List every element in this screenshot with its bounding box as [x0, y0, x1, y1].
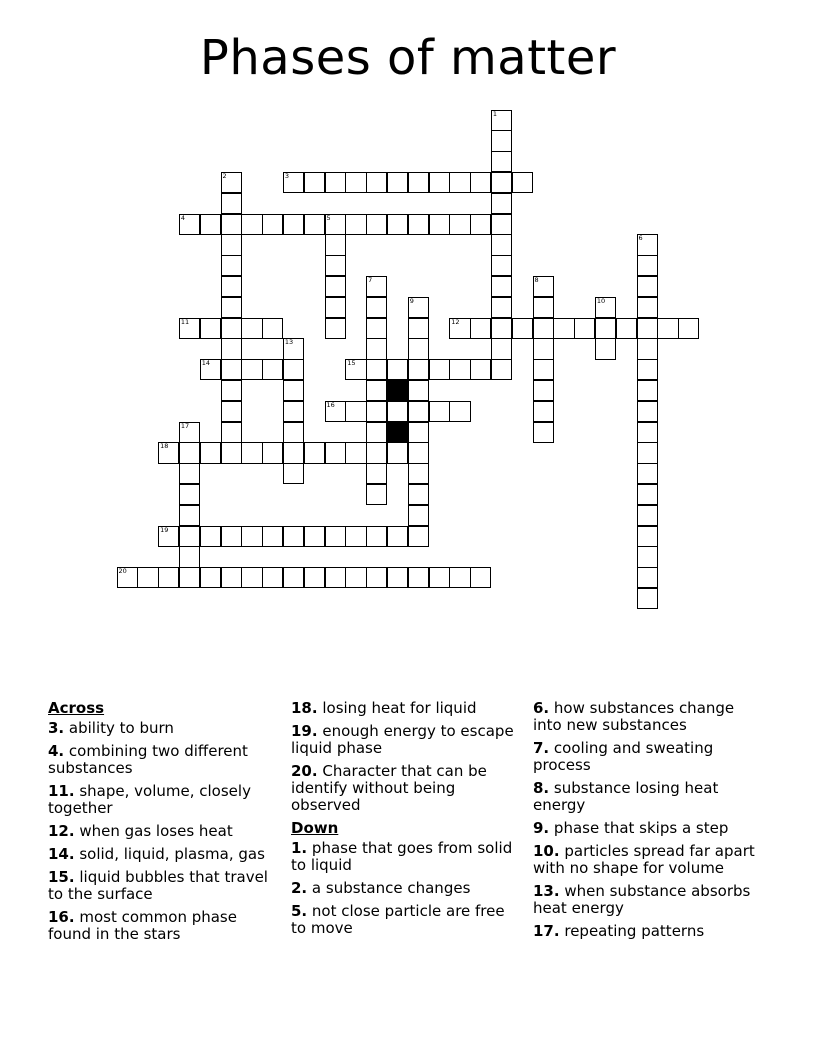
clue-across-14: 14. solid, liquid, plasma, gas: [48, 845, 265, 863]
grid-cell[interactable]: [221, 567, 242, 588]
grid-cell[interactable]: [366, 401, 387, 422]
grid-cell[interactable]: [408, 172, 429, 193]
grid-cell[interactable]: [366, 297, 387, 318]
grid-cell[interactable]: [470, 567, 491, 588]
grid-cell[interactable]: [325, 214, 346, 235]
grid-cell[interactable]: [387, 567, 408, 588]
grid-cell[interactable]: [637, 234, 658, 255]
grid-cell[interactable]: [408, 526, 429, 547]
clue-across-4: 4. combining two different substances: [48, 742, 248, 777]
black-square: [387, 380, 408, 401]
clue-number: 7: [368, 275, 373, 284]
clue-down-13: 13. when substance absorbs heat energy: [533, 882, 751, 917]
clue-number: 6: [638, 234, 643, 243]
black-square: [387, 422, 408, 443]
grid-cell[interactable]: [429, 359, 450, 380]
grid-cell[interactable]: [491, 338, 512, 359]
clue-number: 16: [326, 400, 335, 409]
grid-cell[interactable]: [366, 172, 387, 193]
grid-cell[interactable]: [408, 359, 429, 380]
grid-cell[interactable]: [470, 172, 491, 193]
grid-cell[interactable]: [470, 214, 491, 235]
grid-cell[interactable]: [221, 380, 242, 401]
grid-cell[interactable]: [283, 422, 304, 443]
grid-cell[interactable]: [221, 401, 242, 422]
grid-cell[interactable]: [241, 359, 262, 380]
clue-across-16: 16. most common phase found in the stars: [48, 908, 237, 943]
grid-cell[interactable]: [366, 526, 387, 547]
grid-cell[interactable]: [304, 567, 325, 588]
grid-cell[interactable]: [637, 526, 658, 547]
grid-cell[interactable]: [637, 422, 658, 443]
clue-number: 8: [534, 275, 539, 284]
grid-cell[interactable]: [158, 526, 179, 547]
grid-cell[interactable]: [283, 359, 304, 380]
grid-cell[interactable]: [408, 442, 429, 463]
grid-cell[interactable]: [325, 318, 346, 339]
grid-cell[interactable]: [117, 567, 138, 588]
grid-cell[interactable]: [408, 567, 429, 588]
clue-across-11: 11. shape, volume, closely together: [48, 782, 251, 817]
grid-cell[interactable]: [179, 318, 200, 339]
grid-cell[interactable]: [637, 463, 658, 484]
grid-cell[interactable]: [179, 463, 200, 484]
grid-cell[interactable]: [241, 442, 262, 463]
grid-cell[interactable]: [325, 172, 346, 193]
clue-across-15: 15. liquid bubbles that travel to the surface: [48, 868, 268, 903]
clue-number: 17: [180, 421, 190, 430]
clue-column-2: [291, 700, 523, 943]
grid-cell[interactable]: [262, 359, 283, 380]
grid-cell[interactable]: [408, 463, 429, 484]
grid-cell[interactable]: [408, 484, 429, 505]
grid-cell[interactable]: [304, 172, 325, 193]
grid-cell[interactable]: [449, 359, 470, 380]
grid-cell[interactable]: [221, 255, 242, 276]
clue-number: 12: [451, 317, 460, 326]
grid-cell[interactable]: [262, 318, 283, 339]
grid-cell[interactable]: [574, 318, 595, 339]
grid-cell[interactable]: [221, 359, 242, 380]
grid-cell[interactable]: [262, 214, 283, 235]
grid-cell[interactable]: [408, 422, 429, 443]
grid-cell[interactable]: [637, 505, 658, 526]
grid-cell[interactable]: [533, 380, 554, 401]
grid-cell[interactable]: [637, 546, 658, 567]
grid-cell[interactable]: [241, 214, 262, 235]
grid-cell[interactable]: [387, 172, 408, 193]
grid-cell[interactable]: [200, 526, 221, 547]
grid-cell[interactable]: [637, 567, 658, 588]
grid-cell[interactable]: [221, 422, 242, 443]
grid-cell[interactable]: [221, 526, 242, 547]
clue-across-19: 19. enough energy to escape liquid phase: [291, 722, 514, 757]
grid-cell[interactable]: [325, 297, 346, 318]
grid-cell[interactable]: [429, 567, 450, 588]
grid-cell[interactable]: [533, 318, 554, 339]
down-heading: Down: [291, 819, 339, 837]
grid-cell[interactable]: [387, 359, 408, 380]
grid-cell[interactable]: [345, 526, 366, 547]
grid-cell[interactable]: [345, 442, 366, 463]
grid-cell[interactable]: [200, 567, 221, 588]
grid-cell[interactable]: [678, 318, 699, 339]
clue-number: 9: [409, 296, 414, 305]
clue-number: 18: [160, 442, 169, 451]
grid-cell[interactable]: [200, 318, 221, 339]
clue-across-20: 20. Character that can be identify without being observed: [291, 762, 487, 814]
grid-cell[interactable]: [221, 276, 242, 297]
clue-down-2: 2. a substance changes: [291, 879, 471, 897]
grid-cell[interactable]: [179, 546, 200, 567]
grid-cell[interactable]: [637, 442, 658, 463]
grid-cell[interactable]: [491, 151, 512, 172]
grid-cell[interactable]: [366, 214, 387, 235]
grid-cell[interactable]: [408, 505, 429, 526]
grid-cell[interactable]: [449, 214, 470, 235]
grid-cell[interactable]: [387, 442, 408, 463]
clue-down-17: 17. repeating patterns: [533, 922, 705, 940]
grid-cell[interactable]: [241, 318, 262, 339]
clue-number: 4: [180, 213, 186, 222]
grid-cell[interactable]: [345, 567, 366, 588]
clue-across-3: 3. ability to burn: [48, 719, 174, 737]
grid-cell[interactable]: [366, 463, 387, 484]
grid-cell[interactable]: [470, 359, 491, 380]
clue-down-1: 1. phase that goes from solid to liquid: [291, 839, 513, 874]
grid-cell[interactable]: [616, 318, 637, 339]
grid-cell[interactable]: [533, 297, 554, 318]
clue-column-1: [48, 700, 283, 949]
grid-cell[interactable]: [366, 484, 387, 505]
grid-cell[interactable]: [533, 276, 554, 297]
clue-across-12: 12. when gas loses heat: [48, 822, 233, 840]
grid-cell[interactable]: [304, 442, 325, 463]
grid-cell[interactable]: [366, 567, 387, 588]
grid-cell[interactable]: [325, 234, 346, 255]
grid-cell[interactable]: [429, 214, 450, 235]
grid-cell[interactable]: [491, 255, 512, 276]
grid-cell[interactable]: [241, 567, 262, 588]
grid-cell[interactable]: [387, 401, 408, 422]
grid-cell[interactable]: [366, 338, 387, 359]
clue-down-9: 9. phase that skips a step: [533, 819, 729, 837]
grid-cell[interactable]: [637, 276, 658, 297]
grid-cell[interactable]: [512, 172, 533, 193]
grid-cell[interactable]: [283, 214, 304, 235]
grid-cell[interactable]: [408, 401, 429, 422]
grid-cell[interactable]: [637, 401, 658, 422]
grid-cell[interactable]: [200, 359, 221, 380]
grid-cell[interactable]: [491, 318, 512, 339]
grid-cell[interactable]: [221, 297, 242, 318]
clue-down-8: 8. substance losing heat energy: [533, 779, 719, 814]
clue-number: 20: [118, 567, 127, 576]
grid-cell[interactable]: [366, 442, 387, 463]
grid-cell[interactable]: [408, 318, 429, 339]
grid-cell[interactable]: [637, 588, 658, 609]
grid-cell[interactable]: [179, 505, 200, 526]
grid-cell[interactable]: [345, 401, 366, 422]
grid-cell[interactable]: [283, 338, 304, 359]
grid-cell[interactable]: [408, 214, 429, 235]
grid-cell[interactable]: [595, 297, 616, 318]
grid-cell[interactable]: [179, 567, 200, 588]
grid-cell[interactable]: [179, 442, 200, 463]
clue-number: 14: [201, 359, 210, 368]
grid-cell[interactable]: [158, 567, 179, 588]
grid-cell[interactable]: [637, 338, 658, 359]
grid-cell[interactable]: [637, 255, 658, 276]
grid-cell[interactable]: [491, 276, 512, 297]
grid-cell[interactable]: [221, 338, 242, 359]
grid-cell[interactable]: [283, 380, 304, 401]
grid-cell[interactable]: [283, 463, 304, 484]
grid-cell[interactable]: [179, 214, 200, 235]
grid-cell[interactable]: [283, 401, 304, 422]
grid-cell[interactable]: [491, 172, 512, 193]
grid-cell[interactable]: [345, 172, 366, 193]
grid-cell[interactable]: [553, 318, 574, 339]
grid-cell[interactable]: [408, 297, 429, 318]
grid-cell[interactable]: [387, 214, 408, 235]
clue-number: 10: [596, 296, 606, 305]
grid-cell[interactable]: [429, 401, 450, 422]
clue-number: 5: [326, 213, 331, 222]
grid-cell[interactable]: [179, 422, 200, 443]
grid-cell[interactable]: [325, 401, 346, 422]
grid-cell[interactable]: [533, 422, 554, 443]
grid-cell[interactable]: [637, 359, 658, 380]
grid-cell[interactable]: [221, 214, 242, 235]
clue-down-7: 7. cooling and sweating process: [533, 739, 714, 774]
clue-down-10: 10. particles spread far apart with no shape for volume: [533, 842, 755, 877]
grid-cell[interactable]: [221, 193, 242, 214]
grid-cell[interactable]: [283, 567, 304, 588]
grid-cell[interactable]: [221, 442, 242, 463]
clue-number: 15: [347, 359, 356, 368]
grid-cell[interactable]: [366, 359, 387, 380]
grid-cell[interactable]: [200, 442, 221, 463]
grid-cell[interactable]: [158, 442, 179, 463]
grid-cell[interactable]: [429, 172, 450, 193]
grid-cell[interactable]: [449, 172, 470, 193]
grid-cell[interactable]: [366, 276, 387, 297]
grid-cell[interactable]: [366, 318, 387, 339]
grid-cell[interactable]: [221, 318, 242, 339]
grid-cell[interactable]: [491, 214, 512, 235]
grid-cell[interactable]: [491, 110, 512, 131]
grid-cell[interactable]: [325, 442, 346, 463]
grid-cell[interactable]: [408, 338, 429, 359]
grid-cell[interactable]: [637, 484, 658, 505]
grid-cell[interactable]: [262, 442, 283, 463]
grid-cell[interactable]: [533, 338, 554, 359]
grid-cell[interactable]: [637, 318, 658, 339]
clue-across-18: 18. losing heat for liquid: [291, 699, 477, 717]
grid-cell[interactable]: [283, 526, 304, 547]
grid-cell[interactable]: [637, 380, 658, 401]
grid-cell[interactable]: [325, 526, 346, 547]
across-heading: Across: [48, 699, 105, 717]
grid-cell[interactable]: [283, 442, 304, 463]
grid-cell[interactable]: [304, 214, 325, 235]
clue-down-5: 5. not close particle are free to move: [291, 902, 505, 937]
grid-cell[interactable]: [533, 359, 554, 380]
clue-column-3: [533, 700, 763, 946]
grid-cell[interactable]: [262, 526, 283, 547]
grid-cell[interactable]: [283, 172, 304, 193]
grid-cell[interactable]: [137, 567, 158, 588]
grid-cell[interactable]: [325, 255, 346, 276]
grid-cell[interactable]: [491, 359, 512, 380]
grid-cell[interactable]: [366, 380, 387, 401]
grid-cell[interactable]: [491, 193, 512, 214]
grid-cell[interactable]: [325, 276, 346, 297]
grid-cell[interactable]: [512, 318, 533, 339]
grid-cell[interactable]: [221, 234, 242, 255]
page-title: Phases of matter: [199, 30, 617, 86]
grid-cell[interactable]: [491, 297, 512, 318]
clue-number: 3: [284, 171, 290, 180]
grid-cell[interactable]: [449, 401, 470, 422]
grid-cell[interactable]: [387, 526, 408, 547]
grid-cell[interactable]: [533, 401, 554, 422]
grid-cell[interactable]: [179, 484, 200, 505]
clue-number: 11: [180, 317, 190, 326]
grid-cell[interactable]: [657, 318, 678, 339]
clue-number: 2: [222, 171, 227, 180]
clue-number: 19: [160, 525, 169, 534]
grid-cell[interactable]: [449, 567, 470, 588]
grid-cell[interactable]: [200, 214, 221, 235]
grid-cell[interactable]: [595, 318, 616, 339]
grid-cell[interactable]: [325, 567, 346, 588]
grid-cell[interactable]: [470, 318, 491, 339]
grid-cell[interactable]: [491, 234, 512, 255]
grid-cell[interactable]: [449, 318, 470, 339]
grid-cell[interactable]: [345, 214, 366, 235]
clue-number: 1: [492, 109, 498, 118]
grid-cell[interactable]: [179, 526, 200, 547]
grid-cell[interactable]: [262, 567, 283, 588]
grid-cell[interactable]: [304, 526, 325, 547]
grid-cell[interactable]: [345, 359, 366, 380]
grid-cell[interactable]: [408, 380, 429, 401]
grid-cell[interactable]: [637, 297, 658, 318]
grid-cell[interactable]: [241, 526, 262, 547]
grid-cell[interactable]: [366, 422, 387, 443]
grid-cell[interactable]: [221, 172, 242, 193]
grid-cell[interactable]: [595, 338, 616, 359]
clue-down-6: 6. how substances change into new substances: [533, 699, 735, 734]
grid-cell[interactable]: [491, 130, 512, 151]
clue-number: 13: [284, 338, 294, 347]
